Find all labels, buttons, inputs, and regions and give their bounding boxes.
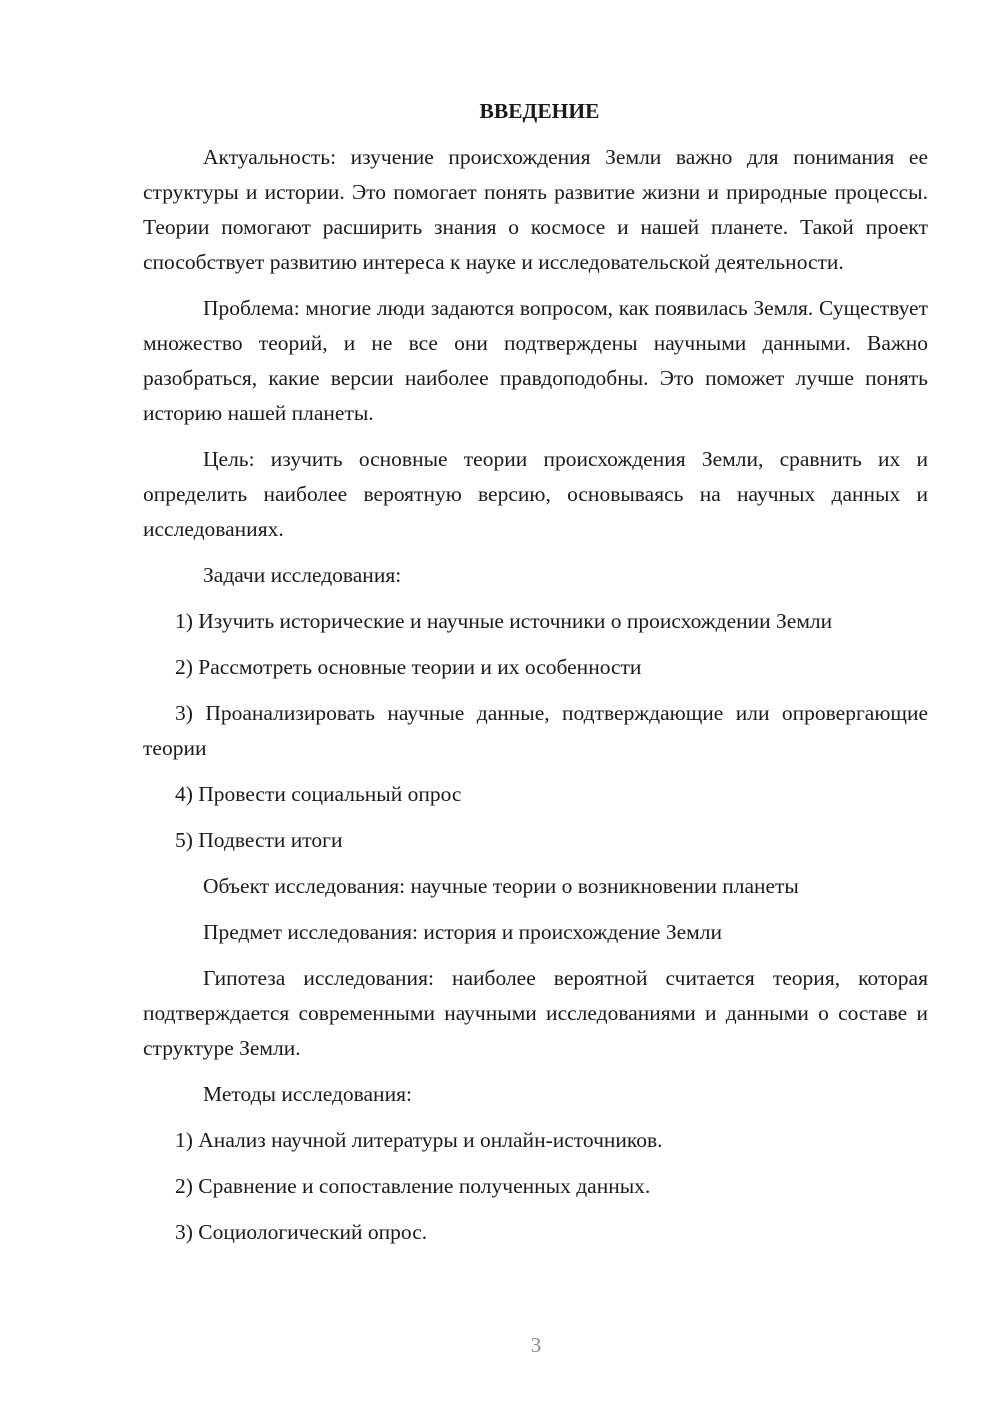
page-number: 3 <box>530 1333 542 1357</box>
method-item: 3) Социологический опрос. <box>175 1220 428 1244</box>
hypothesis-paragraph: Гипотеза исследования: наиболее вероятной считается теория, которая подтверждается современными научными исследованиями и данными о составе и структуре Земли. <box>143 966 928 1060</box>
section-title: ВВЕДЕНИЕ <box>479 99 600 123</box>
tasks-label: Задачи исследования: <box>203 563 402 587</box>
task-item: 2) Рассмотреть основные теории и их особенности <box>175 655 642 679</box>
document-body <box>143 94 928 1250</box>
subject-paragraph: Предмет исследования: история и происхождение Земли <box>203 920 722 944</box>
task-item: 4) Провести социальный опрос <box>175 782 462 806</box>
problem-paragraph: Проблема: многие люди задаются вопросом, как появилась Земля. Существует множество теорий, и не все они подтверждены научными данными. Важно разобраться, какие версии наиболее правдоподобны. Это поможет лучше понять историю нашей планеты. <box>143 296 928 425</box>
methods-label: Методы исследования: <box>203 1082 412 1106</box>
task-item: 5) Подвести итоги <box>175 828 343 852</box>
method-item: 1) Анализ научной литературы и онлайн-источников. <box>175 1128 663 1152</box>
object-paragraph: Объект исследования: научные теории о возникновении планеты <box>203 874 799 898</box>
goal-paragraph: Цель: изучить основные теории происхождения Земли, сравнить их и определить наиболее вероятную версию, основываясь на научных данных и исследованиях. <box>143 447 928 541</box>
method-item: 2) Сравнение и сопоставление полученных данных. <box>175 1174 651 1198</box>
task-item: 3) Проанализировать научные данные, подтверждающие или опровергающие теории <box>143 701 928 760</box>
task-item: 1) Изучить исторические и научные источники о происхождении Земли <box>175 609 833 633</box>
relevance-paragraph: Актуальность: изучение происхождения Земли важно для понимания ее структуры и истории. Это помогает понять развитие жизни и природные процессы. Теории помогают расширить знания о космосе и нашей планете. Такой проект способствует развитию интереса к науке и исследовательской деятельности. <box>143 145 928 274</box>
